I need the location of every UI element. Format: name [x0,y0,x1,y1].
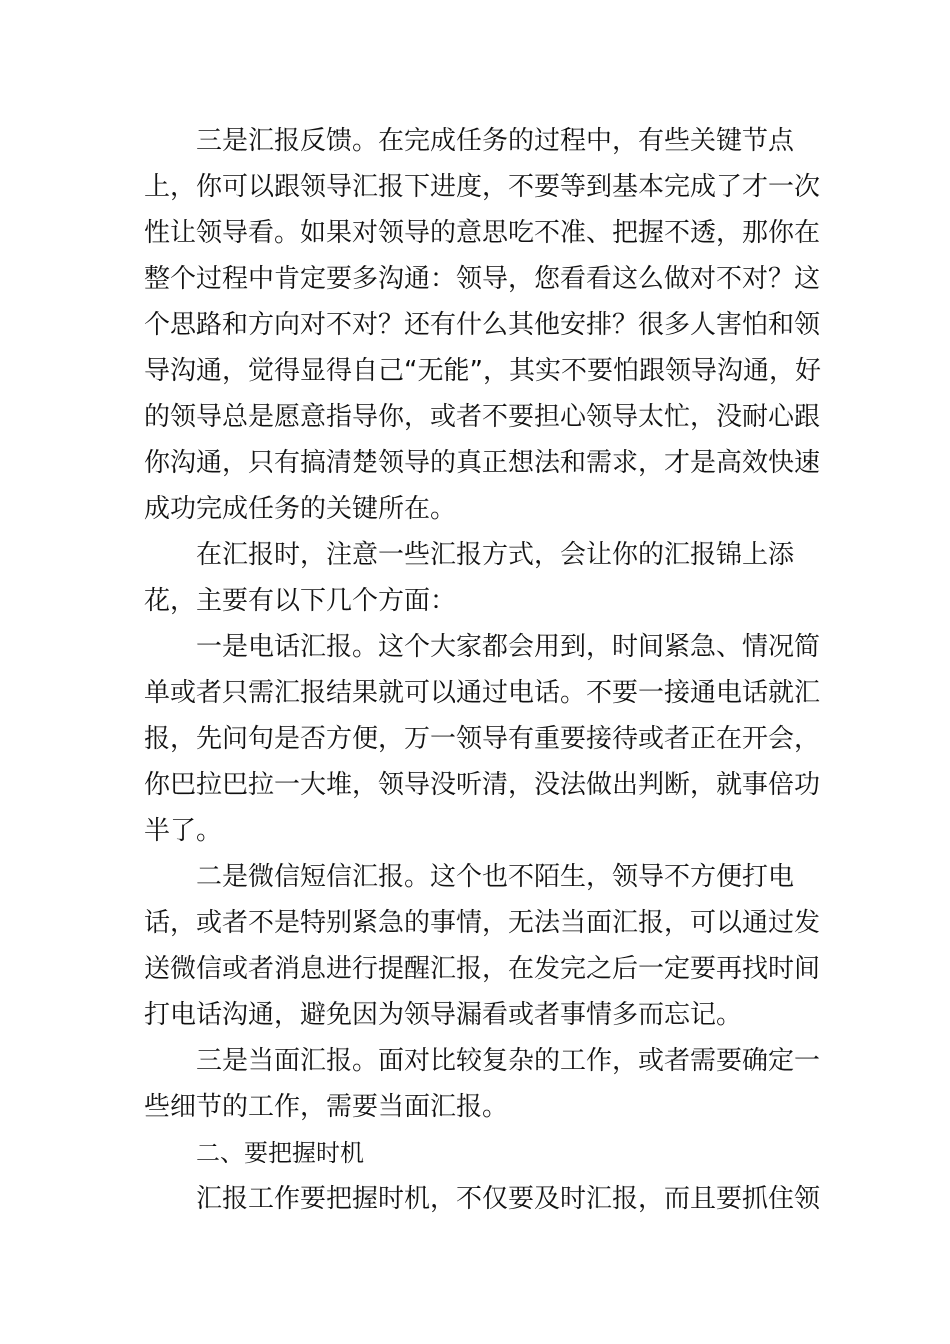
paragraph-phone-report: 一是电话汇报。这个大家都会用到，时间紧急、情况简单或者只需汇报结果就可以通过电话。不要一接通电话就汇报，先问句是否方便，万一领导有重要接待或者正在开会， 你巴拉巴拉一大堆，领导没听清，没法做出判断，就事倍功半了。 [144,632,821,846]
paragraph-face-to-face-report: 三是当面汇报。面对比较复杂的工作，或者需要确定一些细节的工作，需要当面汇报。 [144,1046,821,1122]
paragraph-wechat-sms-report: 二是微信短信汇报。这个也不陌生，领导不方便打电话，或者不是特别紧急的事情，无法当面汇报，可以通过发送微信或者消息进行提醒汇报，在发完之后一定要再找时间打电话沟通，避免因为领导漏看或者事情多而忘记。 [144,862,821,1030]
section-heading-timing: 二、要把握时机 [196,1139,364,1167]
paragraph-feedback-report: 三是汇报反馈。在完成任务的过程中，有些关键节点上，你可以跟领导汇报下进度，不要等到基本完成了才一次性让领导看。如果对领导的意思吃不准、把握不透，那你在整个过程中肯定要多沟通：领导，您看看这么做对不对？这个思路和方向对不对？还有什么其他安排？很多人害怕和领导沟通，觉得显得自己“无能”，其实不要怕跟领导沟通，好的领导总是愿意指导你，或者不要担心领导太忙，没耐心跟你沟通，只有搞清楚领导的真正想法和需求，才是高效快速成功完成任务的关键所在。 [144,126,821,524]
paragraph-report-methods-intro: 在汇报时，注意一些汇报方式，会让你的汇报锦上添花，主要有以下几个方面： [144,540,795,616]
document-body [144,118,834,1222]
paragraph-timing: 汇报工作要把握时机，不仅要及时汇报，而且要抓住领 [196,1184,821,1214]
